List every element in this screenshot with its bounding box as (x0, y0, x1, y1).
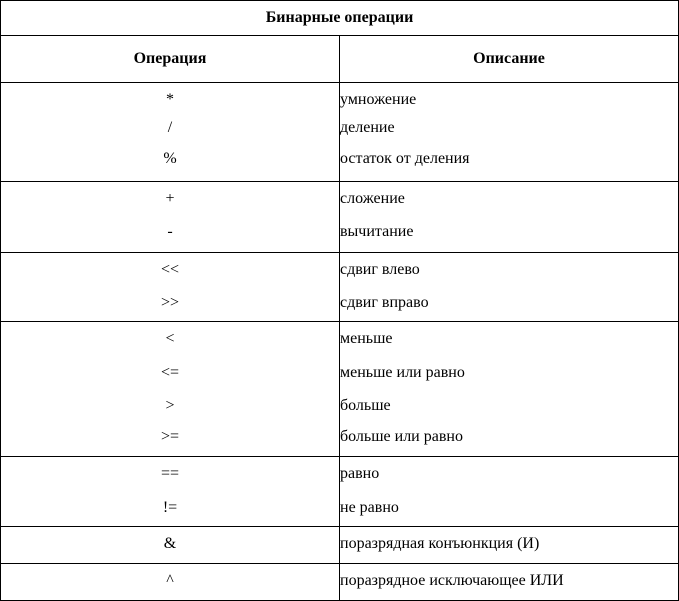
operator-description: вычитание (340, 223, 414, 240)
operator-symbol: < (165, 330, 175, 347)
operator-symbol: & (163, 535, 177, 552)
description-cell (340, 322, 679, 457)
operation-cell (1, 527, 340, 564)
table-row (1, 322, 679, 457)
operator-description: не равно (340, 499, 399, 516)
description-cell (340, 564, 679, 601)
operator-description: сложение (340, 190, 405, 207)
operator-symbol: > (165, 397, 175, 414)
operator-description: больше (340, 397, 391, 414)
description-cell (340, 83, 679, 182)
operator-symbol: - (167, 223, 173, 240)
operator-symbol: % (163, 150, 177, 167)
operator-description: равно (340, 465, 380, 482)
operation-cell (1, 182, 340, 253)
header-row (1, 36, 679, 83)
column-header-description: Описание (340, 36, 679, 83)
operator-description: поразрядная конъюнкция (И) (340, 535, 540, 552)
operator-description: умножение (340, 91, 417, 108)
operator-description: сдвиг влево (340, 261, 420, 278)
operator-symbol: * (166, 91, 174, 108)
operator-description: деление (340, 119, 395, 136)
table-row (1, 457, 679, 527)
operator-symbol: ^ (166, 572, 174, 589)
table-title: Бинарные операции (1, 1, 679, 36)
table-row (1, 564, 679, 601)
operator-description: меньше или равно (340, 364, 465, 381)
description-cell (340, 527, 679, 564)
operation-cell (1, 457, 340, 527)
operator-description: остаток от деления (340, 150, 470, 167)
operator-symbol: << (160, 261, 180, 278)
operation-cell (1, 564, 340, 601)
operator-description: больше или равно (340, 428, 463, 445)
operator-description: сдвиг вправо (340, 294, 429, 311)
table-row (1, 253, 679, 322)
description-cell (340, 253, 679, 322)
operator-symbol: == (160, 465, 180, 482)
operation-cell (1, 83, 340, 182)
operator-symbol: >> (160, 294, 180, 311)
operator-symbol: / (167, 119, 173, 136)
description-cell (340, 457, 679, 527)
table-row (1, 182, 679, 253)
operator-symbol: != (162, 499, 178, 516)
table-row (1, 83, 679, 182)
operator-description: поразрядное исключающее ИЛИ (340, 572, 564, 589)
operator-symbol: + (165, 190, 175, 207)
operation-cell (1, 253, 340, 322)
table-body (1, 83, 679, 601)
operator-symbol: <= (160, 364, 180, 381)
operator-description: меньше (340, 330, 393, 347)
description-cell (340, 182, 679, 253)
operation-cell (1, 322, 340, 457)
operator-symbol: >= (160, 428, 180, 445)
column-header-operation: Операция (1, 36, 340, 83)
table-row (1, 527, 679, 564)
title-row (1, 1, 679, 36)
